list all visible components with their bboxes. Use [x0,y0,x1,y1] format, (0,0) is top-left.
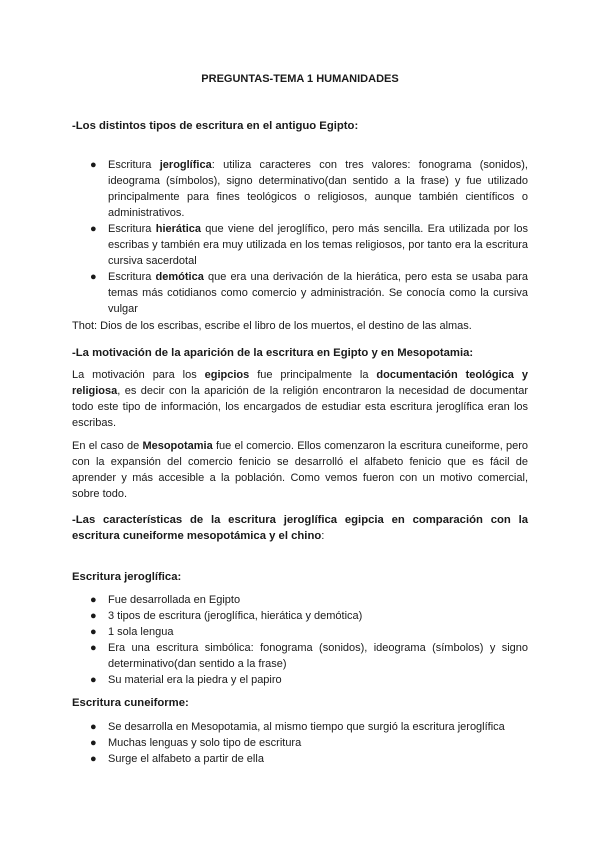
heading-escritura-cuneiforme: Escritura cuneiforme: [72,697,189,709]
bullet-icon: ● [90,642,97,654]
list-item: ● Muchas lenguas y solo tipo de escritura [90,737,302,749]
bullet-icon: ● [90,737,97,749]
thot-note: Thot: Dios de los escribas, escribe el libro de los muertos, el destino de las almas. [72,320,472,332]
list-item: ● Escritura demótica que era una derivación de la hierática, pero esta se usaba para temas más cotidianos como comercio y administración. Se conocía como la cursiva vulgar [90,271,528,315]
bullet-icon: ● [90,223,97,235]
list-item: ● Fue desarrollada en Egipto [90,594,241,606]
section-heading-motivacion: -La motivación de la aparición de la escritura en Egipto y en Mesopotamia: [72,347,474,359]
paragraph-mesopotamia: En el caso de Mesopotamia fue el comercio. Ellos comenzaron la escritura cuneiforme, pero con la expansión del comercio fenicio se desarrolló el alfabeto fenicio que es fácil de aprender y más accesible a la población. Como vemos fueron con un motivo comercial, sobre todo. [72,440,528,500]
list-item: ● Escritura hierática que viene del jeroglífico, pero más sencilla. Era utilizada por los escribas y también era muy utilizada en los temas religiosos, por tanto era la escritura cursiva sacerdotal [90,223,528,267]
list-item: ● Era una escritura simbólica: fonograma (sonidos), ideograma (símbolos) y signo determinativo(dan sentido a la frase) [90,642,528,670]
bullet-icon: ● [90,159,97,171]
bullet-icon: ● [90,610,97,622]
list-item: ● Surge el alfabeto a partir de ella [90,753,264,765]
cuneiforme-list [72,719,528,767]
jeroglifica-list [72,592,528,688]
bullet-icon: ● [90,721,97,733]
bullet-icon: ● [90,594,97,606]
page-title: PREGUNTAS-TEMA 1 HUMANIDADES [201,73,399,85]
list-item: ● 1 sola lengua [90,626,174,638]
paragraph-egipcios: La motivación para los egipcios fue principalmente la documentación teológica y religiosa, es decir con la aparición de la religión encontraron la necesidad de documentar todo este tipo de información, los encargados de estudiar esta escritura jeroglífica eran los escribas. [72,369,528,429]
list-item: ● Escritura jeroglífica: utiliza caracteres con tres valores: fonograma (sonidos), ideograma (símbolos), signo determinativo(dan sentido a la frase) y fue utilizado principalmente para fines teológicos o religiosos, aunque también científicos o administrativos. [90,159,528,219]
bullet-icon: ● [90,674,97,686]
bullet-icon: ● [90,753,97,765]
list-item: ● Su material era la piedra y el papiro [90,674,282,686]
tipos-escritura-list [72,157,528,317]
list-item: ● 3 tipos de escritura (jeroglífica, hierática y demótica) [90,610,363,622]
section-heading-caracteristicas: -Las características de la escritura jeroglífica egipcia en comparación con la escritura cuneiforme mesopotámica y el chino: [72,514,528,542]
bullet-icon: ● [90,271,97,283]
section-heading-tipos-escritura: -Los distintos tipos de escritura en el antiguo Egipto: [72,120,359,132]
list-item: ● Se desarrolla en Mesopotamia, al mismo tiempo que surgió la escritura jeroglífica [90,721,505,733]
heading-escritura-jeroglifica: Escritura jeroglífica: [72,571,182,583]
bullet-icon: ● [90,626,97,638]
